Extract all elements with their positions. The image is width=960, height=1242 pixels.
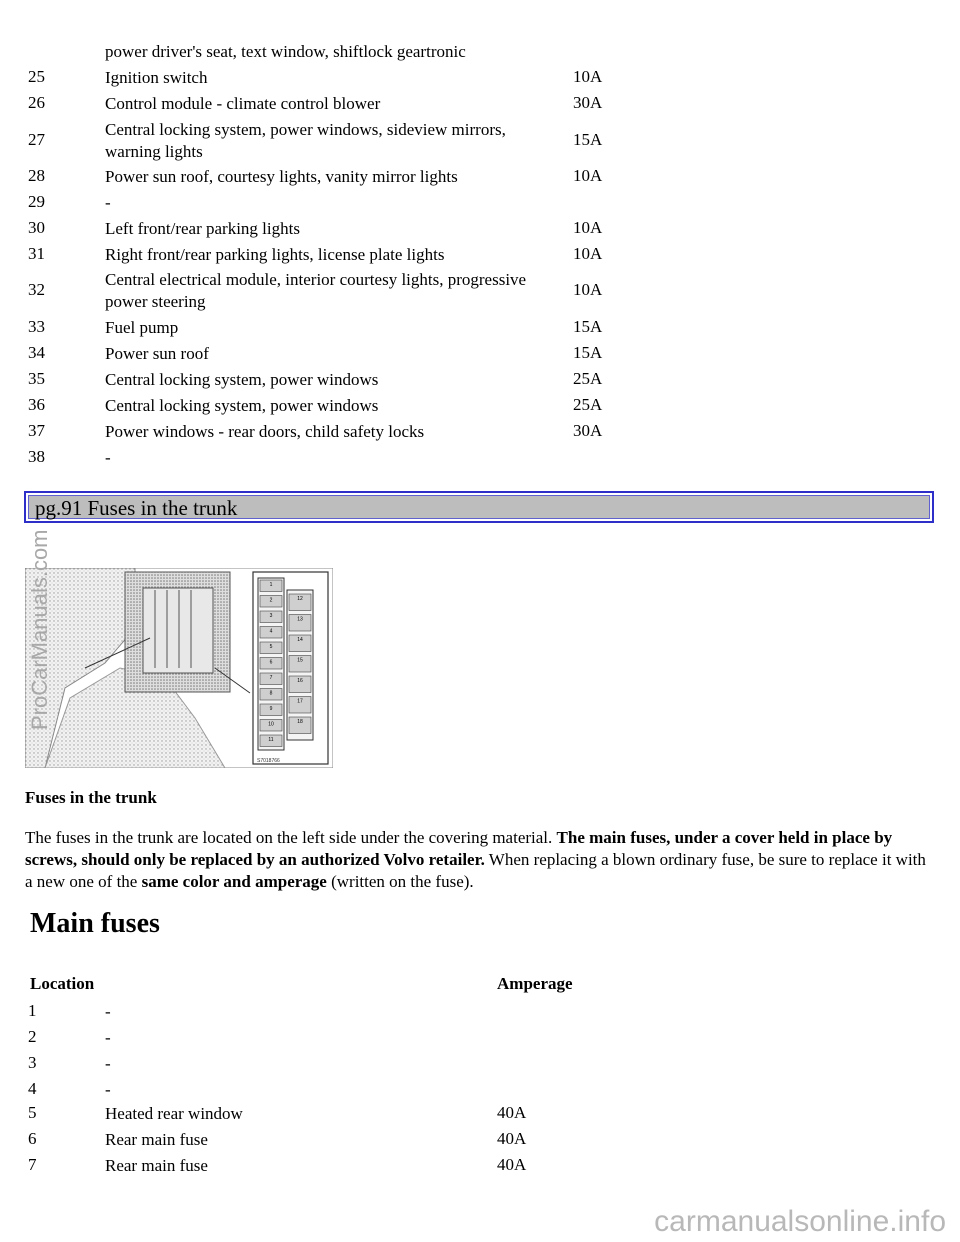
fuse-number: 25 bbox=[28, 67, 45, 86]
fuse-slot-number: 13 bbox=[297, 616, 303, 623]
bottom-watermark: carmanualsonline.info bbox=[654, 1205, 946, 1238]
column-header-location: Location bbox=[30, 974, 95, 993]
fuse-number: 29 bbox=[28, 192, 45, 211]
fuse-number: 2 bbox=[28, 1027, 37, 1046]
fuse-slot-number: 12 bbox=[297, 596, 303, 602]
fuse-description: - bbox=[105, 1054, 111, 1073]
fuse-slot-number: 10 bbox=[268, 721, 274, 728]
fuse-description: Central locking system, power windows bbox=[105, 396, 379, 415]
fuse-description: - bbox=[105, 1080, 111, 1099]
fuse-amperage: 15A bbox=[573, 343, 603, 362]
fuse-description: Power windows - rear doors, child safety locks bbox=[105, 422, 425, 441]
fuse-slot-number: 15 bbox=[297, 657, 303, 664]
fuse-slot-number: 17 bbox=[297, 698, 303, 705]
fuse-description: Central locking system, power windows, sideview mirrors, warning lights bbox=[105, 120, 506, 161]
fuse-amperage: 30A bbox=[573, 93, 603, 112]
fuse-description: Central electrical module, interior courtesy lights, progressive power steering bbox=[105, 270, 527, 311]
fuse-number: 38 bbox=[28, 447, 45, 466]
fuse-description: Rear main fuse bbox=[105, 1130, 208, 1149]
fuse-amperage: 40A bbox=[497, 1103, 527, 1122]
fuse-slot-number: 8 bbox=[269, 690, 273, 697]
fuse-amperage: 40A bbox=[497, 1155, 527, 1174]
fuse-slot-number: 11 bbox=[268, 737, 274, 743]
fuse-description: Right front/rear parking lights, license plate lights bbox=[105, 245, 445, 264]
fuse-amperage: 40A bbox=[497, 1129, 527, 1148]
fuse-description: - bbox=[105, 448, 111, 467]
fuse-amperage: 10A bbox=[573, 67, 603, 86]
fuse-description: Heated rear window bbox=[105, 1104, 243, 1123]
fuse-slot-number: 18 bbox=[297, 719, 303, 725]
body-paragraph bbox=[25, 827, 935, 893]
paragraph-text: (written on the fuse). bbox=[326, 872, 474, 891]
fuse-description: - bbox=[105, 1028, 111, 1047]
fuse-description: Fuel pump bbox=[105, 318, 179, 337]
fuse-description: - bbox=[105, 1002, 111, 1021]
fuse-slot-number: 6 bbox=[269, 659, 273, 666]
fuse-number: 37 bbox=[28, 421, 45, 440]
section-banner bbox=[24, 491, 934, 523]
fuse-description: power driver's seat, text window, shiftlock geartronic bbox=[105, 42, 466, 61]
fuse-amperage: 10A bbox=[573, 280, 603, 299]
fuse-amperage: 10A bbox=[573, 218, 603, 237]
fuse-amperage: 15A bbox=[573, 317, 603, 336]
fuse-slot-number: 4 bbox=[269, 628, 273, 635]
paragraph-bold-warning: The main fuses, under a cover held in place by screws, should only be replaced by an authorized Volvo retailer. bbox=[25, 828, 893, 869]
fuse-number: 28 bbox=[28, 166, 45, 185]
left-fuse-column bbox=[260, 580, 282, 747]
fuse-description: Control module - climate control blower bbox=[105, 94, 381, 113]
fuse-slot-number: 14 bbox=[297, 637, 303, 643]
fuse-amperage: 25A bbox=[573, 395, 603, 414]
figure-caption: Fuses in the trunk bbox=[25, 788, 157, 807]
fuse-amperage: 30A bbox=[573, 421, 603, 440]
fuse-number: 33 bbox=[28, 317, 45, 336]
figure-code: S7018766 bbox=[257, 758, 280, 764]
fuse-amperage: 10A bbox=[573, 244, 603, 263]
fuse-number: 5 bbox=[28, 1103, 37, 1122]
fuse-description: Rear main fuse bbox=[105, 1156, 208, 1175]
fuse-amperage: 15A bbox=[573, 130, 603, 149]
fuse-description: Power sun roof, courtesy lights, vanity mirror lights bbox=[105, 167, 458, 186]
fuse-number: 3 bbox=[28, 1053, 37, 1072]
fuse-number: 31 bbox=[28, 244, 45, 263]
main-fuses-title: Main fuses bbox=[30, 908, 160, 939]
fuse-number: 30 bbox=[28, 218, 45, 237]
fuse-number: 32 bbox=[28, 280, 45, 299]
fuse-slot-number: 5 bbox=[269, 644, 273, 650]
side-watermark: ProCarManuals.com bbox=[27, 529, 52, 730]
fuse-amperage: 10A bbox=[573, 166, 603, 185]
right-fuse-column bbox=[289, 594, 311, 734]
section-banner-title: pg.91 Fuses in the trunk bbox=[28, 495, 930, 519]
fuse-number: 1 bbox=[28, 1001, 37, 1020]
paragraph-text: When replacing a blown ordinary fuse, be sure to replace it with a new one of the bbox=[25, 850, 926, 891]
paragraph-bold-emphasis: same color and amperage bbox=[141, 872, 327, 891]
fuse-description: Left front/rear parking lights bbox=[105, 219, 300, 238]
column-header-amperage: Amperage bbox=[497, 974, 573, 993]
fuse-diagram-illustration bbox=[25, 568, 333, 768]
fuse-slot-number: 16 bbox=[297, 678, 303, 684]
fuse-amperage: 25A bbox=[573, 369, 603, 388]
fuse-description: Power sun roof bbox=[105, 344, 209, 363]
fuse-description: Ignition switch bbox=[105, 68, 208, 87]
fuse-slot-number: 2 bbox=[269, 597, 273, 604]
fuse-slot-number: 7 bbox=[269, 675, 273, 681]
fuse-slot-number: 3 bbox=[269, 613, 273, 619]
fuse-number: 34 bbox=[28, 343, 45, 362]
fuse-slot-number: 1 bbox=[269, 582, 273, 588]
fuse-number: 7 bbox=[28, 1155, 37, 1174]
fuse-description: - bbox=[105, 193, 111, 212]
paragraph-text: The fuses in the trunk are located on the left side under the covering material. bbox=[25, 828, 557, 847]
fuse-slot-number: 9 bbox=[269, 706, 273, 712]
fuse-number: 36 bbox=[28, 395, 45, 414]
fuse-description: Central locking system, power windows bbox=[105, 370, 379, 389]
fuse-number: 26 bbox=[28, 93, 45, 112]
fuse-number: 4 bbox=[28, 1079, 37, 1098]
trunk-fuse-diagram bbox=[25, 568, 333, 768]
fuse-number: 6 bbox=[28, 1129, 37, 1148]
fuse-number: 27 bbox=[28, 130, 45, 149]
fuse-number: 35 bbox=[28, 369, 45, 388]
